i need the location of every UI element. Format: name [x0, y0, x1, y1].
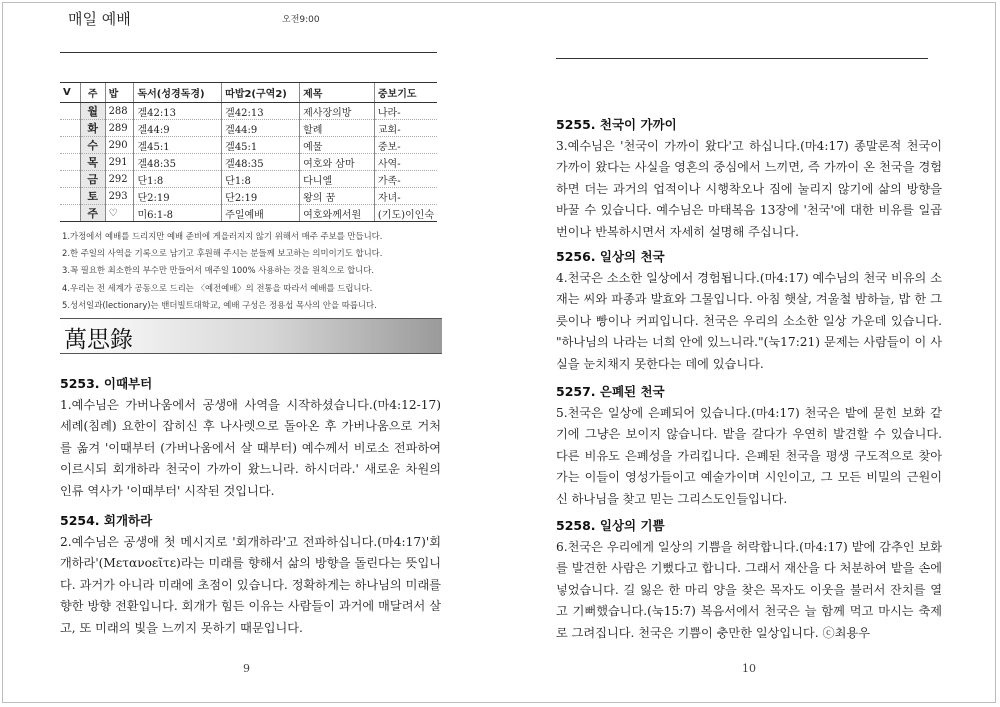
row-check — [60, 103, 80, 120]
row-prayer: 자녀- — [374, 188, 437, 205]
row-prayer: (기도)이인숙 — [374, 205, 437, 222]
row-reading2: 단1:8 — [222, 171, 300, 188]
col-reading: 독서(성경독경) — [134, 83, 222, 103]
notes-list — [62, 228, 442, 314]
section-body: 6.천국은 우리에게 일상의 기쁨을 허락합니다.(마4:17) 밭에 감추인 보화를 발견한 사람은 기뻤다고 합니다. 그래서 재산을 다 처분하여 밭을 손에 넣었습니다. 길 잃은 한 마리 양을 찾은 목자도 이웃을 불러서 잔치를 열고 기뻐했습니다.(눅15:7) 복음서에서 천국은 늘 함께 먹고 마시는 축제로 그려집니다. 천국은 기쁨이 충만한 일상입니다. ⓒ최용우 — [556, 540, 942, 640]
row-reading: 겔45:1 — [134, 137, 222, 154]
worship-time: 오전9:00 — [282, 15, 320, 25]
row-day: 월 — [80, 103, 105, 120]
section-banner — [60, 318, 442, 354]
col-reading2: 따밥2(구역2) — [222, 83, 300, 103]
section-heading: 5256. 일상의 천국 — [556, 249, 665, 264]
note-item: 5.성서일과(lectionary)는 밴더빌트대학교, 예배 구성은 정용섭 목사의 안을 따릅니다. — [62, 299, 377, 310]
row-hymn: 289 — [105, 120, 134, 137]
section-body: 2.예수님은 공생애 첫 메시지로 '회개하라'고 전파하십니다.(마4:17)'회개하라'(Μετανοεῖτε)라는 미래를 향해서 삶의 방향을 돌린다는 뜻입니다. 과거가 아니라 미래에 초점이 있습니다. 정확하게는 하나님의 미래를 향한 방향 전환입니다. 회개가 힘든 이유는 사람들이 과거에 매달려서 살고, 또 미래의 빛을 느끼지 못하기 때문입니다. — [60, 535, 441, 635]
row-prayer: 중보- — [374, 137, 437, 154]
row-check — [60, 205, 80, 222]
row-reading2: 겔48:35 — [222, 154, 300, 171]
row-reading2: 겔44:9 — [222, 120, 300, 137]
row-day: 토 — [80, 188, 105, 205]
row-reading2: 겔42:13 — [222, 103, 300, 120]
col-day: 주 — [80, 83, 105, 103]
section-body: 5.천국은 일상에 은폐되어 있습니다.(마4:17) 천국은 밭에 묻힌 보화 같기에 그냥은 보이지 않습니다. 밭을 갈다가 우연히 발견할 수 있습니다. 다른 비유도 은폐성을 가리킵니다. 은폐된 천국을 평생 구도적으로 찾아가는 이들이 영성가들이고 예술가이며 시인이고, 그 모든 비밀의 근원이신 하나님을 찾고 믿는 그리스도인들입니다. — [556, 406, 942, 506]
page-number: 9 — [243, 662, 250, 675]
row-reading: 겔48:35 — [134, 154, 222, 171]
note-item: 2.한 주일의 사역을 기록으로 남기고 후원해 주시는 분들께 보고하는 의미이기도 합니다. — [62, 248, 383, 259]
right-page — [556, 0, 942, 707]
table-row — [60, 137, 437, 154]
row-title: 할례 — [300, 120, 375, 137]
row-hymn: 290 — [105, 137, 134, 154]
heart-icon: ♡ — [105, 205, 134, 222]
row-title: 여호와 삼마 — [300, 154, 375, 171]
row-hymn: 293 — [105, 188, 134, 205]
row-reading: 미6:1-8 — [134, 205, 222, 222]
row-prayer: 교회- — [374, 120, 437, 137]
row-check — [60, 137, 80, 154]
table-row — [60, 171, 437, 188]
row-reading2: 겔45:1 — [222, 137, 300, 154]
section-heading: 5258. 일상의 기쁨 — [556, 518, 665, 533]
section-heading: 5257. 은폐된 천국 — [556, 384, 665, 399]
row-check — [60, 188, 80, 205]
row-prayer: 가족- — [374, 171, 437, 188]
page-number: 10 — [742, 662, 756, 675]
row-check — [60, 171, 80, 188]
row-day: 수 — [80, 137, 105, 154]
row-title: 예물 — [300, 137, 375, 154]
row-reading2: 단2:19 — [222, 188, 300, 205]
row-reading: 단1:8 — [134, 171, 222, 188]
note-item: 3.꼭 필요한 최소한의 부수만 만들어서 매주일 100% 사용하는 것을 원칙으로 합니다. — [62, 265, 375, 276]
row-day: 화 — [80, 120, 105, 137]
row-prayer: 사역- — [374, 154, 437, 171]
table-row — [60, 120, 437, 137]
row-hymn: 291 — [105, 154, 134, 171]
worship-header — [60, 52, 437, 53]
row-day: 주 — [80, 205, 105, 222]
row-hymn: 292 — [105, 171, 134, 188]
section-body: 1.예수님은 가버나움에서 공생애 사역을 시작하셨습니다.(마4:12-17) 세례(침례) 요한이 잡히신 후 나사렛으로 돌아온 후 가버나움으로 거처를 옮겨 '이때부터 (가버나움에서 살 때부터) 예수께서 비로소 전파하여 이르시되 회개하라 천국이 가까이 왔느니라. 하시더라.' 새로운 차원의 인류 역사가 '이때부터' 시작된 것입니다. — [60, 398, 441, 498]
schedule-header-row — [60, 83, 437, 103]
table-row — [60, 188, 437, 205]
row-reading: 겔42:13 — [134, 103, 222, 120]
row-day: 금 — [80, 171, 105, 188]
note-item: 4.우리는 전 세계가 공동으로 드리는 〈예전예배〉의 전통을 따라서 예배를 드립니다. — [62, 282, 373, 293]
row-title: 제사장의방 — [300, 103, 375, 120]
row-title: 왕의 꿈 — [300, 188, 375, 205]
col-hymn: 밥 — [105, 83, 134, 103]
section-heading: 5254. 회개하라 — [60, 513, 153, 528]
row-reading: 단2:19 — [134, 188, 222, 205]
row-title: 다니엘 — [300, 171, 375, 188]
section-heading: 5253. 이때부터 — [60, 376, 153, 391]
table-row — [60, 103, 437, 120]
section-heading: 5255. 천국이 가까이 — [556, 117, 677, 132]
col-prayer: 중보기도 — [374, 83, 437, 103]
note-item: 1.가정에서 예배를 드리지만 예배 준비에 게을러지지 않기 위해서 매주 주보를 만듭니다. — [62, 231, 383, 241]
row-hymn: 288 — [105, 103, 134, 120]
banner-title: 萬思錄 — [64, 327, 133, 353]
row-reading2: 주일예배 — [222, 205, 300, 222]
row-title: 여호와께서원 — [300, 205, 375, 222]
section-body: 4.천국은 소소한 일상에서 경험됩니다.(마4:17) 예수님의 천국 비유의 소재는 씨와 파종과 발효와 그물입니다. 아침 햇살, 겨울철 밤하늘, 밥 한 그릇이나 빵이나 커피입니다. 천국은 우리의 소소한 일상 가운데 있습니다. "하나님의 나라는 너희 안에 있느니라."(눅17:21) 문제는 사람들이 이 사실을 눈치채지 못한다는 데에 있습니다. — [556, 271, 942, 371]
table-row — [60, 205, 437, 222]
left-page — [60, 0, 442, 707]
worship-title: 매일 예배 — [68, 10, 131, 28]
col-check: V — [60, 83, 80, 103]
row-check — [60, 154, 80, 171]
row-prayer: 나라- — [374, 103, 437, 120]
schedule-table — [60, 82, 437, 222]
row-day: 목 — [80, 154, 105, 171]
row-reading: 겔44:9 — [134, 120, 222, 137]
table-row — [60, 154, 437, 171]
row-check — [60, 120, 80, 137]
section-body: 3.예수님은 '천국이 가까이 왔다'고 하십니다.(마4:17) 종말론적 천국이 가까이 왔다는 사실을 영혼의 중심에서 느끼면, 즉 가까이 온 천국을 경험하면 더는 과거의 업적이나 시행착오나 짐에 눌리지 않기에 삶의 방향을 바꿀 수 있습니다. 예수님은 마태복음 13장에 '천국'에 대한 비유를 일곱 번이나 반복하시면서 자세히 설명해 주십니다. — [556, 139, 942, 239]
col-title: 제목 — [300, 83, 375, 103]
